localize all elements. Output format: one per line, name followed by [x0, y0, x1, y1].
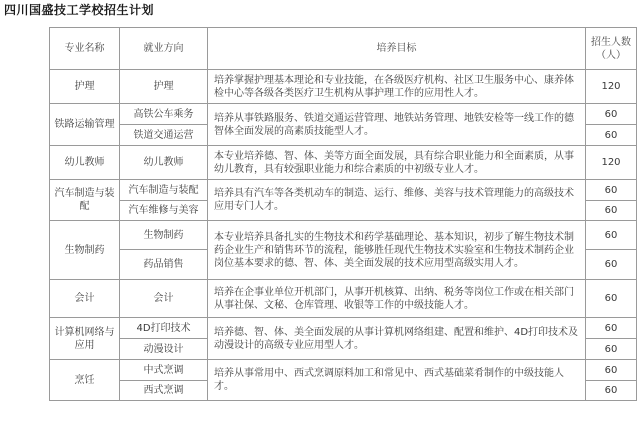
major-cell: 计算机网络与应用	[50, 318, 120, 360]
direction-cell: 高铁公车乘务	[120, 104, 208, 125]
table-row	[50, 221, 637, 250]
count-cell: 60	[586, 221, 637, 250]
table-row	[50, 70, 637, 104]
enrollment-table	[49, 27, 637, 401]
direction-cell: 中式烹调	[120, 360, 208, 381]
count-cell: 60	[586, 201, 637, 221]
count-cell: 60	[586, 104, 637, 125]
direction-cell: 会计	[120, 280, 208, 318]
count-cell: 60	[586, 125, 637, 146]
direction-cell: 铁道交通运营	[120, 125, 208, 146]
goal-cell: 培养从事铁路服务、铁道交通运营管理、地铁站务管理、地铁安检等一线工作的德智体全面发展的高素质技能型人才。	[208, 104, 586, 146]
direction-cell: 生物制药	[120, 221, 208, 250]
direction-cell: 动漫设计	[120, 339, 208, 360]
count-cell: 120	[586, 146, 637, 180]
direction-cell: 4D打印技术	[120, 318, 208, 339]
count-cell: 60	[586, 339, 637, 360]
count-cell: 60	[586, 180, 637, 201]
count-cell: 60	[586, 360, 637, 381]
direction-cell: 护理	[120, 70, 208, 104]
direction-cell: 幼儿教师	[120, 146, 208, 180]
header-direction: 就业方向	[120, 28, 208, 70]
goal-cell: 培养掌握护理基本理论和专业技能，在各级医疗机构、社区卫生服务中心、康养体检中心等各级各类医疗卫生机构从事护理工作的应用性人才。	[208, 70, 586, 104]
major-cell: 护理	[50, 70, 120, 104]
count-cell: 60	[586, 280, 637, 318]
enrollment-table-wrapper	[49, 27, 637, 401]
major-cell: 幼儿教师	[50, 146, 120, 180]
major-cell: 会计	[50, 280, 120, 318]
major-cell: 烹饪	[50, 360, 120, 401]
goal-cell: 培养德、智、体、美全面发展的从事计算机网络组建、配置和维护、4D打印技术及动漫设计的高级专业应用型人才。	[208, 318, 586, 360]
table-row	[50, 360, 637, 381]
goal-cell: 培养从事常用中、西式烹调原料加工和常见中、西式基础菜肴制作的中级技能人才。	[208, 360, 586, 401]
count-cell: 60	[586, 250, 637, 280]
count-cell: 120	[586, 70, 637, 104]
header-major: 专业名称	[50, 28, 120, 70]
major-cell: 生物制药	[50, 221, 120, 280]
table-row	[50, 318, 637, 339]
table-row	[50, 180, 637, 201]
table-row	[50, 280, 637, 318]
table-row	[50, 104, 637, 125]
goal-cell: 培养在企事业单位开机部门，从事开机核算、出纳、税务等岗位工作或在相关部门从事社保、文秘、仓库管理、收银等工作的中级技能人才。	[208, 280, 586, 318]
direction-cell: 西式烹调	[120, 381, 208, 401]
count-cell: 60	[586, 318, 637, 339]
goal-cell: 本专业培养德、智、体、美等方面全面发展，具有综合职业能力和全面素质，从事幼儿教育，具有较强职业能力和综合素质的中初级专业人才。	[208, 146, 586, 180]
goal-cell: 培养具有汽车等各类机动车的制造、运行、维修、美容与技术管理能力的高级技术应用专门人才。	[208, 180, 586, 221]
direction-cell: 汽车制造与装配	[120, 180, 208, 201]
page-title: 四川国盛技工学校招生计划	[4, 3, 155, 17]
goal-cell: 本专业培养具备扎实的生物技术和药学基础理论、基本知识，初步了解生物技术制药企业生产和销售环节的流程，能够胜任现代生物技术实验室和生物技术制药企业岗位基本要求的德、智、体、美全面发展的技术应用型高级实用人才。	[208, 221, 586, 280]
header-count: 招生人数（人）	[586, 28, 637, 70]
major-cell: 铁路运输管理	[50, 104, 120, 146]
count-cell: 60	[586, 381, 637, 401]
table-header-row	[50, 28, 637, 70]
table-row	[50, 146, 637, 180]
major-cell: 汽车制造与装配	[50, 180, 120, 221]
header-goal: 培养目标	[208, 28, 586, 70]
direction-cell: 汽车维修与美容	[120, 201, 208, 221]
direction-cell: 药品销售	[120, 250, 208, 280]
